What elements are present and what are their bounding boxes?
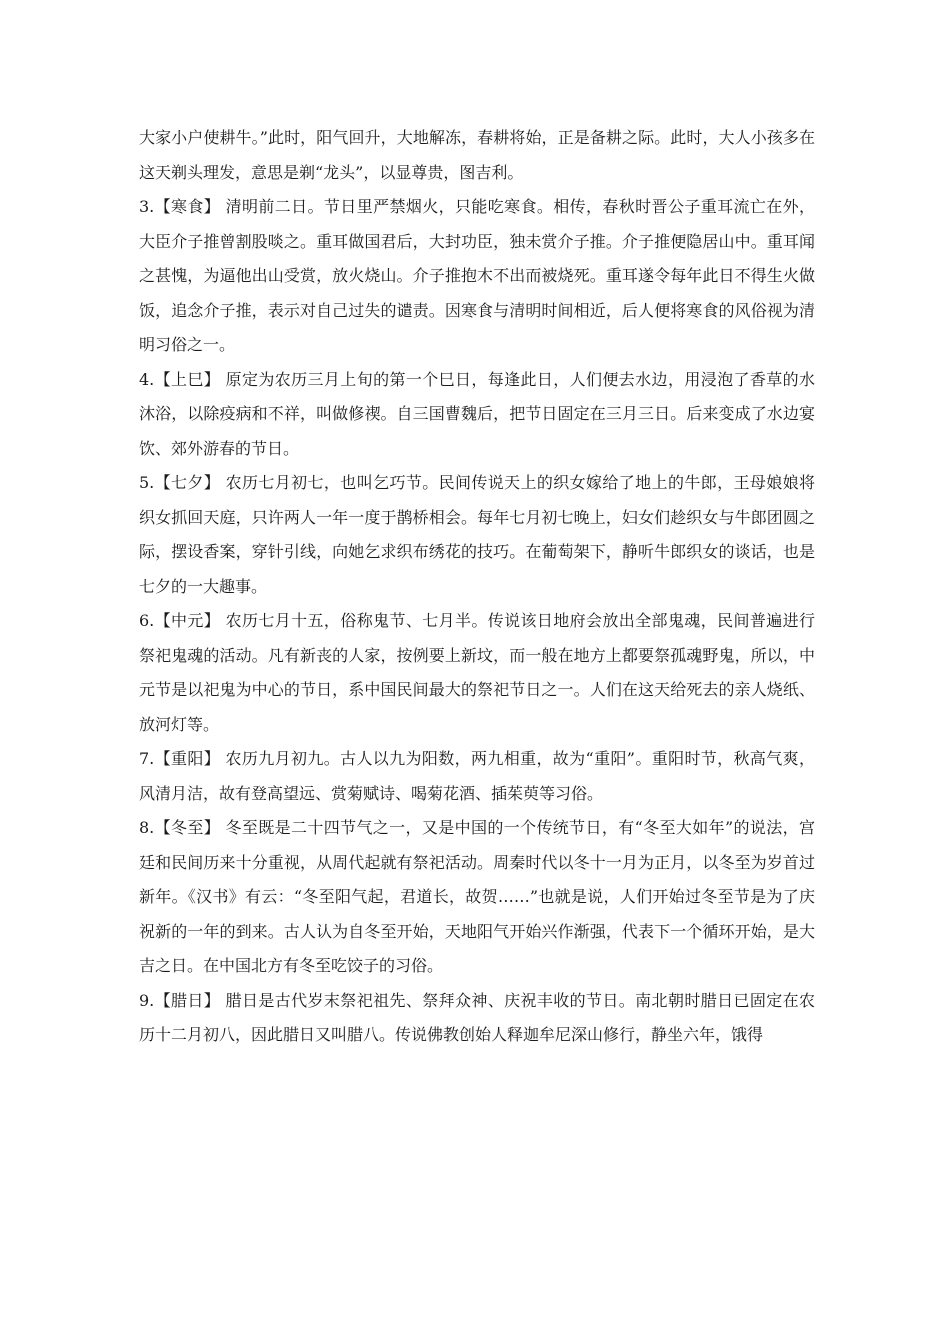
paragraph-lari: 9.【腊日】 腊日是古代岁末祭祀祖先、祭拜众神、庆祝丰收的节日。南北朝时腊日已固定在农历十二月初八，因此腊日又叫腊八。传说佛教创始人释迦牟尼深山修行，静坐六年，饿得 (139, 990, 815, 1044)
paragraph-qixi: 5.【七夕】 农历七月初七，也叫乞巧节。民间传说天上的织女嫁给了地上的牛郎，王母娘娘将织女抓回天庭，只许两人一年一度于鹊桥相会。每年七月初七晚上，妇女们趁织女与牛郎团圆之际，摆设香案，穿针引线，向她乞求织布绣花的技巧。在葡萄架下，静听牛郎织女的谈话，也是七夕的一大趣事。 (139, 473, 815, 596)
paragraph-dongzhi: 8.【冬至】 冬至既是二十四节气之一，又是中国的一个传统节日，有“冬至大如年”的说法，宫廷和民间历来十分重视，从周代起就有祭祀活动。周秦时代以冬十一月为正月，以冬至为岁首过新年。《汉书》有云：“冬至阳气起，君道长，故贺……”也就是说，人们开始过冬至节是为了庆祝新的一年的到来。古人认为自冬至开始，天地阳气开始兴作渐强，代表下一个循环开始，是大吉之日。在中国北方有冬至吃饺子的习俗。 (139, 818, 815, 975)
paragraph-spring-plowing: 大家小户使耕牛。”此时，阳气回升，大地解冻，春耕将始，正是备耕之际。此时，大人小孩多在这天剃头理发，意思是剃“龙头”，以显尊贵，图吉利。 (139, 128, 815, 182)
paragraph-chongyang: 7.【重阳】 农历九月初九。古人以九为阳数，两九相重，故为“重阳”。重阳时节，秋高气爽，风清月洁，故有登高望远、赏菊赋诗、喝菊花酒、插茱萸等习俗。 (139, 749, 815, 803)
paragraph-hanshi: 3.【寒食】 清明前二日。节日里严禁烟火，只能吃寒食。相传，春秋时晋公子重耳流亡在外，大臣介子推曾割股啖之。重耳做国君后，大封功臣，独未赏介子推。介子推便隐居山中。重耳闻之甚愧，为逼他出山受赏，放火烧山。介子推抱木不出而被烧死。重耳遂令每年此日不得生火做饭，追念介子推，表示对自己过失的谴责。因寒食与清明时间相近，后人便将寒食的风俗视为清明习俗之一。 (139, 197, 815, 354)
paragraph-shangsi: 4.【上巳】 原定为农历三月上旬的第一个巳日，每逢此日，人们便去水边，用浸泡了香草的水沐浴，以除疫病和不祥，叫做修禊。自三国曹魏后，把节日固定在三月三日。后来变成了水边宴饮、郊外游春的节日。 (139, 369, 815, 458)
document-page (139, 121, 815, 1053)
paragraph-zhongyuan: 6.【中元】 农历七月十五，俗称鬼节、七月半。传说该日地府会放出全部鬼魂，民间普遍进行祭祀鬼魂的活动。凡有新丧的人家，按例要上新坟，而一般在地方上都要祭孤魂野鬼，所以，中元节是以祀鬼为中心的节日，系中国民间最大的祭祀节日之一。人们在这天给死去的亲人烧纸、放河灯等。 (139, 611, 815, 734)
